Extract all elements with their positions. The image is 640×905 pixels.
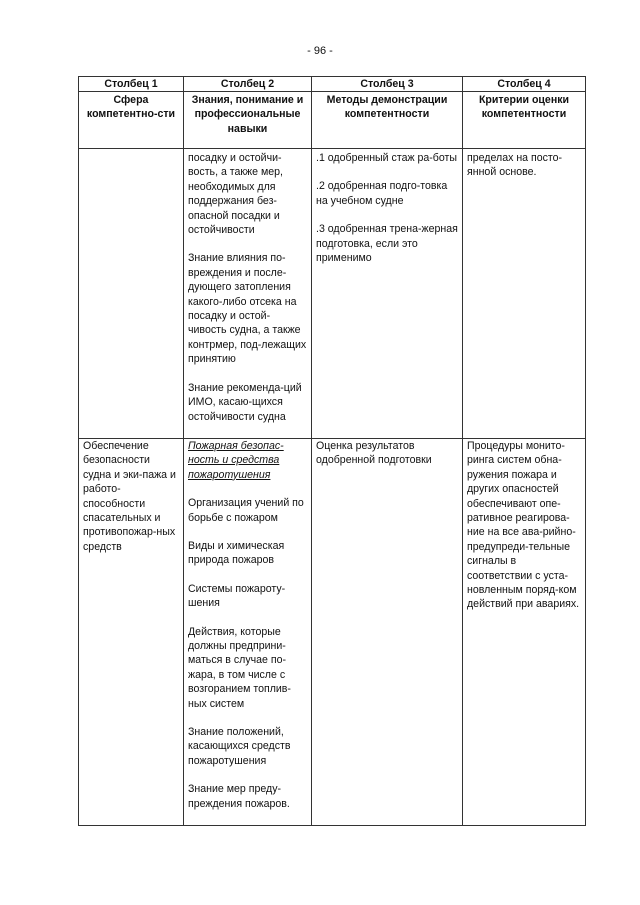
header-column-2: Столбец 2: [184, 77, 312, 92]
knowledge-item: Знание рекоменда-ций ИМО, касаю-щихся остойчивости судна: [188, 381, 302, 423]
knowledge-section-title: Пожарная безопас-ность и средства пожаротушения: [188, 439, 284, 481]
row1-competence-cell: [79, 149, 184, 439]
knowledge-item: Знание мер преду-преждения пожаров.: [188, 783, 290, 810]
row1-methods-cell: [312, 149, 463, 439]
table-row: [79, 149, 586, 439]
header-row-titles: [79, 92, 586, 149]
header-row-columns: [79, 77, 586, 92]
method-item: .1 одобренный стаж ра-боты: [316, 152, 457, 164]
table-row: [79, 438, 586, 825]
knowledge-item: Действия, которые должны предприни-маться в случае по-жара, в том числе с возгоранием топлив-ных систем: [188, 625, 291, 710]
header-knowledge: Знания, понимание и профессиональные навыки: [184, 92, 312, 149]
method-item: .3 одобренная трена-жерная подготовка, если это применимо: [316, 223, 458, 265]
page-number: - 96 -: [307, 45, 333, 57]
row2-knowledge-cell: [184, 438, 312, 825]
method-item: .2 одобренная подго-товка на учебном судне: [316, 180, 448, 207]
knowledge-item: Знание влияния по-вреждения и после-дующего затопления какого-либо отсека на посадку и остой-чивость судна, а также контрмер, под-лежащих принятию: [188, 252, 307, 366]
knowledge-item: Виды и химическая природа пожаров: [188, 539, 285, 567]
row2-methods-cell: Оценка результатов одобренной подготовки: [312, 438, 463, 825]
knowledge-item: Системы пожароту-шения: [188, 582, 286, 610]
row1-criteria-cell: пределах на посто-янной основе.: [463, 149, 586, 439]
row2-criteria-cell: Процедуры монито-ринга систем обна-ружения пожара и других опасностей обеспечивают опе-ративное реагирова-ние на все ава-рийно-предупреди-тельные сигналы в соответствии с уста-новленным поряд-ком действий при авариях.: [463, 438, 586, 825]
header-evaluation-criteria: Критерии оценки компетентности: [463, 92, 586, 149]
knowledge-item: посадку и остойчи-вость, а также мер, необходимых для поддержания без-опасной посадки и остойчивости: [188, 152, 283, 237]
row1-knowledge-cell: [184, 149, 312, 439]
header-competence-area: Сфера компетентно-сти: [79, 92, 184, 149]
row2-competence-cell: Обеспечение безопасности судна и эки-пажа и работо-способности спасательных и противопожар-ных средств: [79, 438, 184, 825]
knowledge-item: Организация учений по борьбе с пожаром: [188, 497, 304, 524]
header-column-4: Столбец 4: [463, 77, 586, 92]
knowledge-item: Знание положений, касающихся средств пожаротушения: [188, 726, 291, 767]
header-demonstration-methods: Методы демонстрации компетентности: [312, 92, 463, 149]
header-column-3: Столбец 3: [312, 77, 463, 92]
competence-table: [78, 76, 586, 826]
header-column-1: Столбец 1: [79, 77, 184, 92]
